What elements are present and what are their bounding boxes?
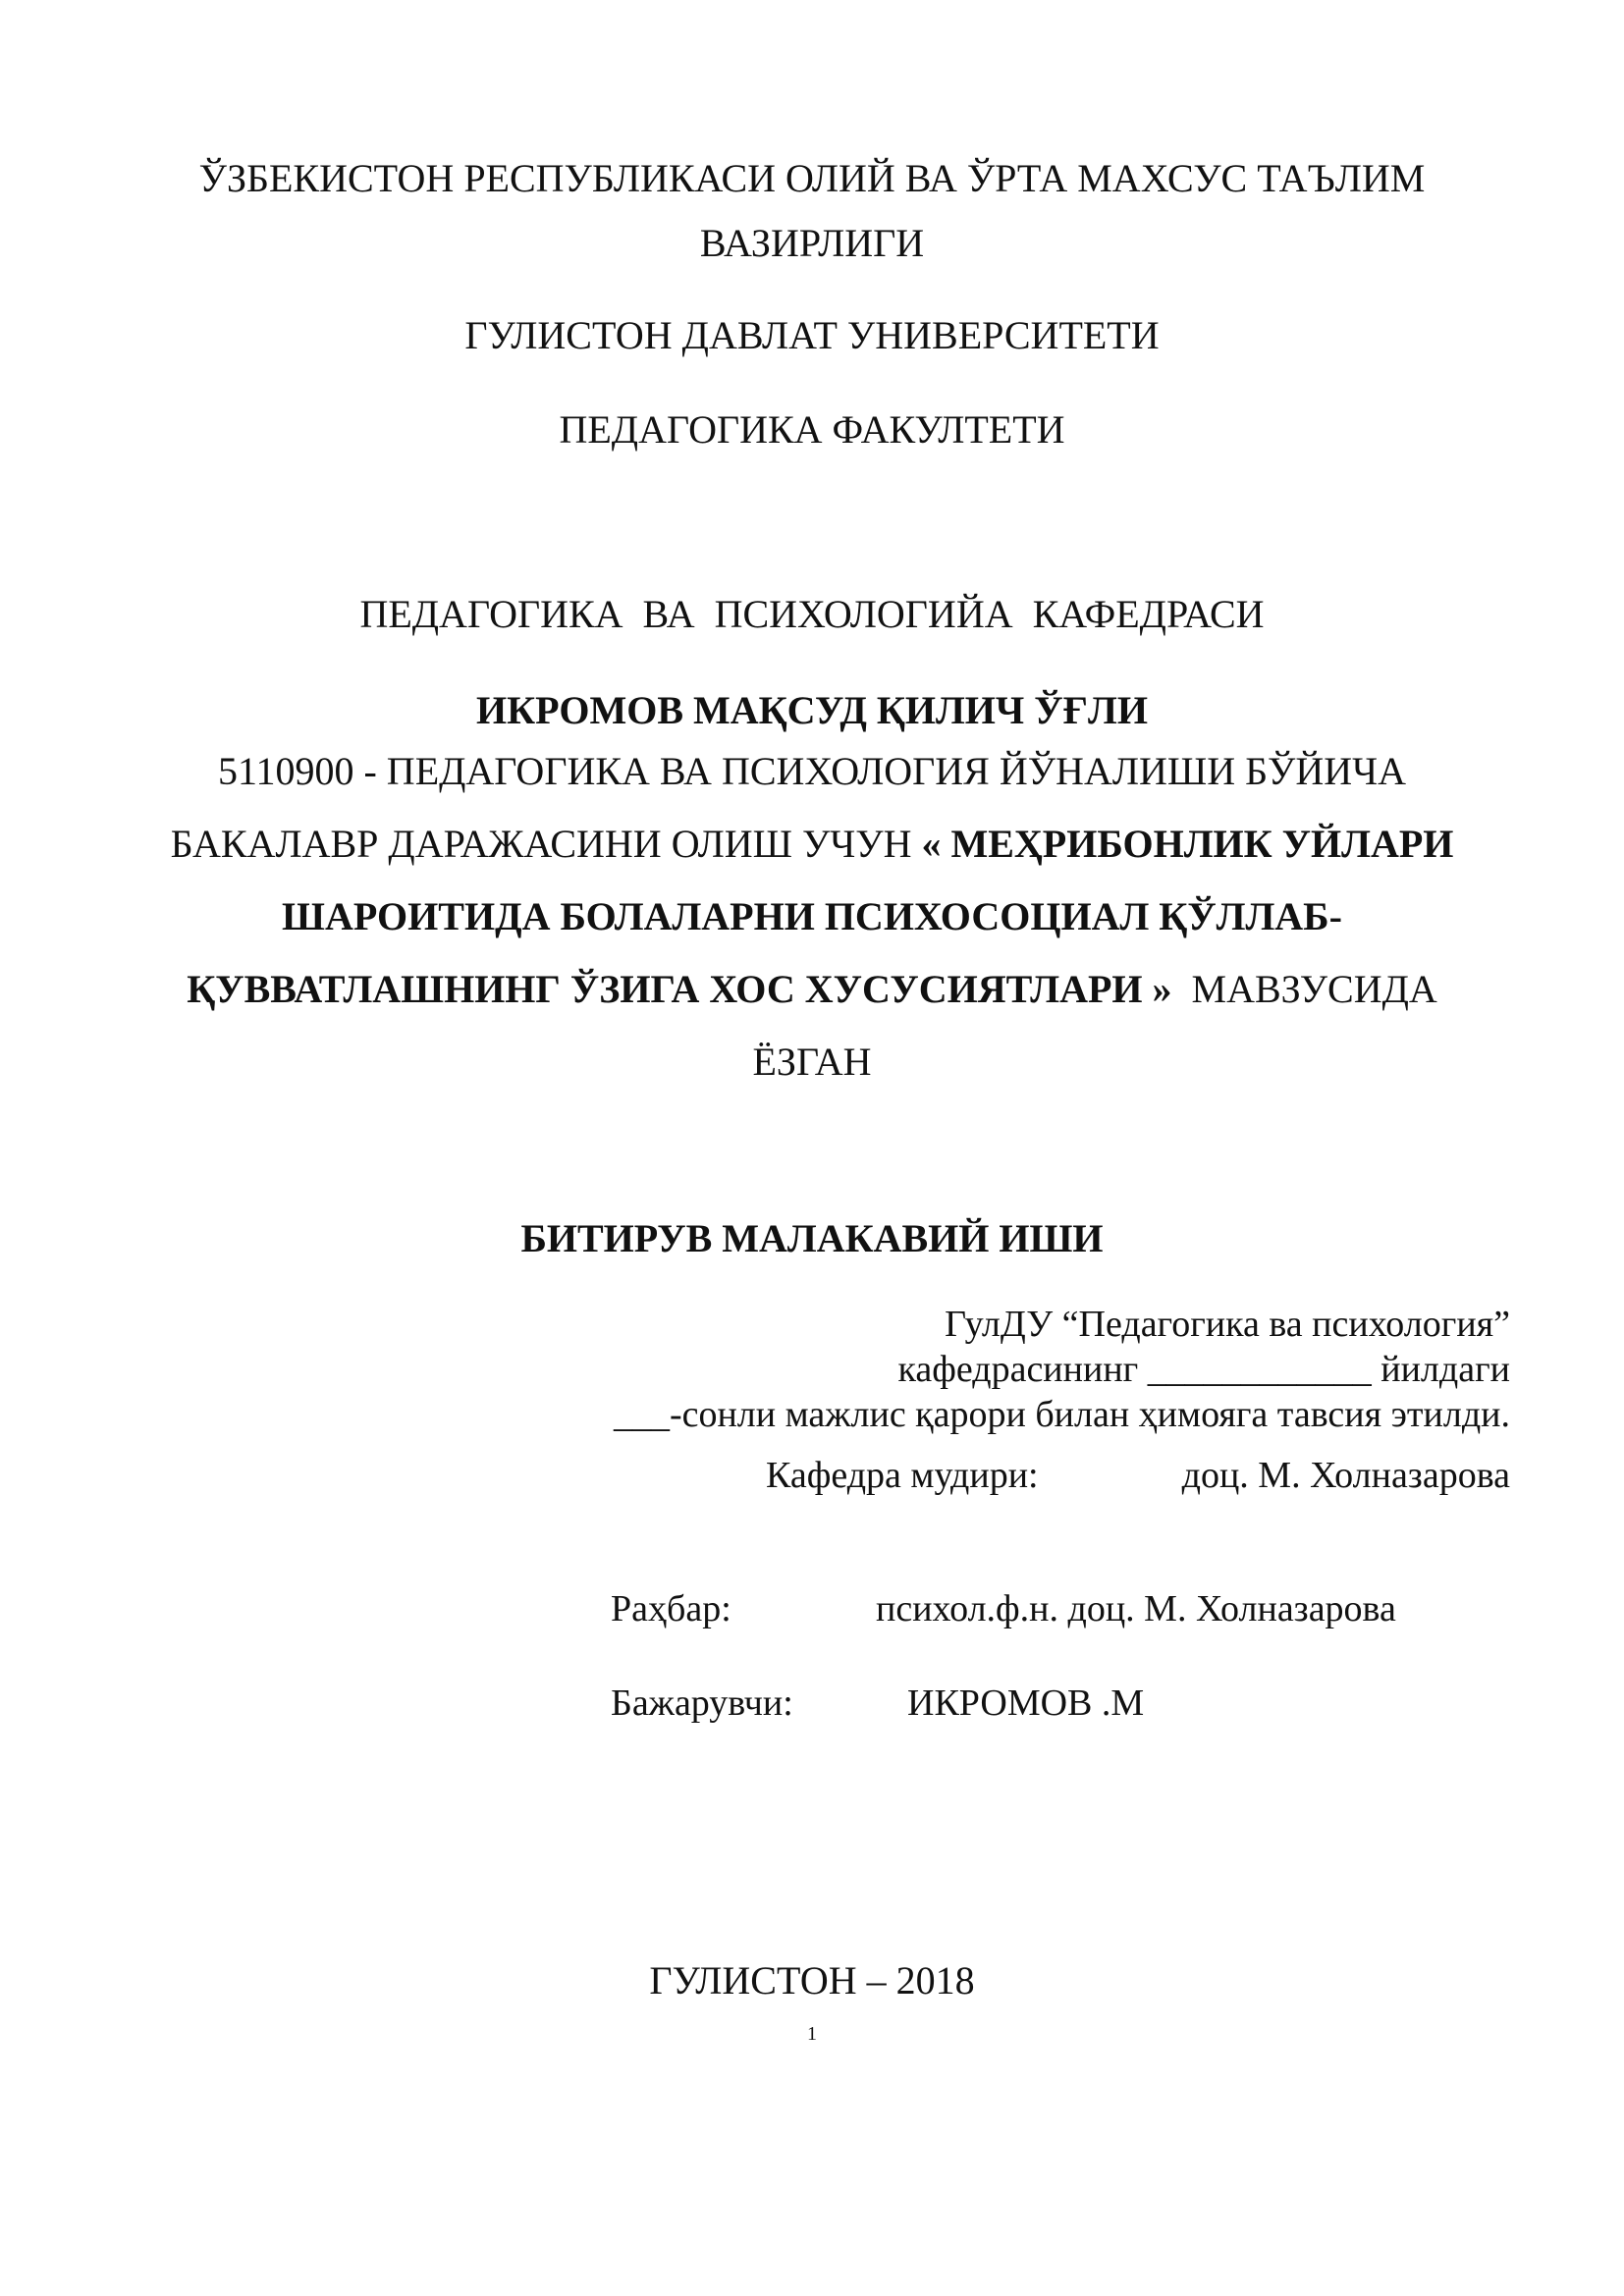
executor-label: Бажарувчи:: [611, 1682, 793, 1724]
topic-line-4: [0, 966, 1624, 1013]
page-number: 1: [807, 2023, 817, 2045]
topic-line-2: [0, 821, 1624, 868]
ministry-line-2: ВАЗИРЛИГИ: [699, 221, 925, 265]
author-name: ИКРОМОВ МАҚСУД ҚИЛИЧ ЎҒЛИ: [476, 688, 1148, 732]
university-name: ГУЛИСТОН ДАВЛАТ УНИВЕРСИТЕТИ: [464, 313, 1160, 357]
city-year: ГУЛИСТОН – 2018: [649, 1958, 975, 2002]
supervisor-label: Раҳбар:: [611, 1588, 731, 1629]
topic-line-2-regular: БАКАЛАВР ДАРАЖАСИНИ ОЛИШ УЧУН: [170, 822, 922, 866]
topic-line-4-bold: ҚУВВАТЛАШНИНГ ЎЗИГА ХОС ХУСУСИЯТЛАРИ »: [187, 967, 1172, 1011]
approval-line-2: кафедрасининг ____________ йилдаги: [897, 1349, 1510, 1390]
work-type-title: БИТИРУВ МАЛАКАВИЙ ИШИ: [520, 1216, 1104, 1260]
approval-line-3: ___-сонли мажлис қарори билан ҳимояга тавсия этилди.: [613, 1394, 1510, 1435]
faculty-name: ПЕДАГОГИКА ФАКУЛТЕТИ: [559, 407, 1065, 452]
topic-line-3: ШАРОИТИДА БОЛАЛАРНИ ПСИХОСОЦИАЛ ҚЎЛЛАБ-: [282, 894, 1342, 938]
department-head-label: Кафедра мудири:: [766, 1455, 1039, 1496]
topic-line-4-regular: МАВЗУСИДА: [1171, 967, 1437, 1011]
topic-line-5: ЁЗГАН: [752, 1040, 872, 1084]
department-head-name: доц. М. Холназарова: [1181, 1455, 1510, 1496]
department-name: ПЕДАГОГИКА ВА ПСИХОЛОГИЙА КАФЕДРАСИ: [359, 592, 1265, 636]
approval-line-1: ГулДУ “Педагогика ва психология”: [945, 1304, 1510, 1345]
topic-line-1: 5110900 - ПЕДАГОГИКА ВА ПСИХОЛОГИЯ ЙЎНАЛИШИ БЎЙИЧА: [217, 749, 1407, 793]
topic-line-2-bold: « МЕҲРИБОНЛИК УЙЛАРИ: [921, 822, 1454, 866]
supervisor-name: психол.ф.н. доц. М. Холназарова: [876, 1588, 1396, 1629]
ministry-line-1: ЎЗБЕКИСТОН РЕСПУБЛИКАСИ ОЛИЙ ВА ЎРТА МАХСУС ТАЪЛИМ: [198, 156, 1426, 200]
executor-name: ИКРОМОВ .М: [907, 1682, 1145, 1724]
